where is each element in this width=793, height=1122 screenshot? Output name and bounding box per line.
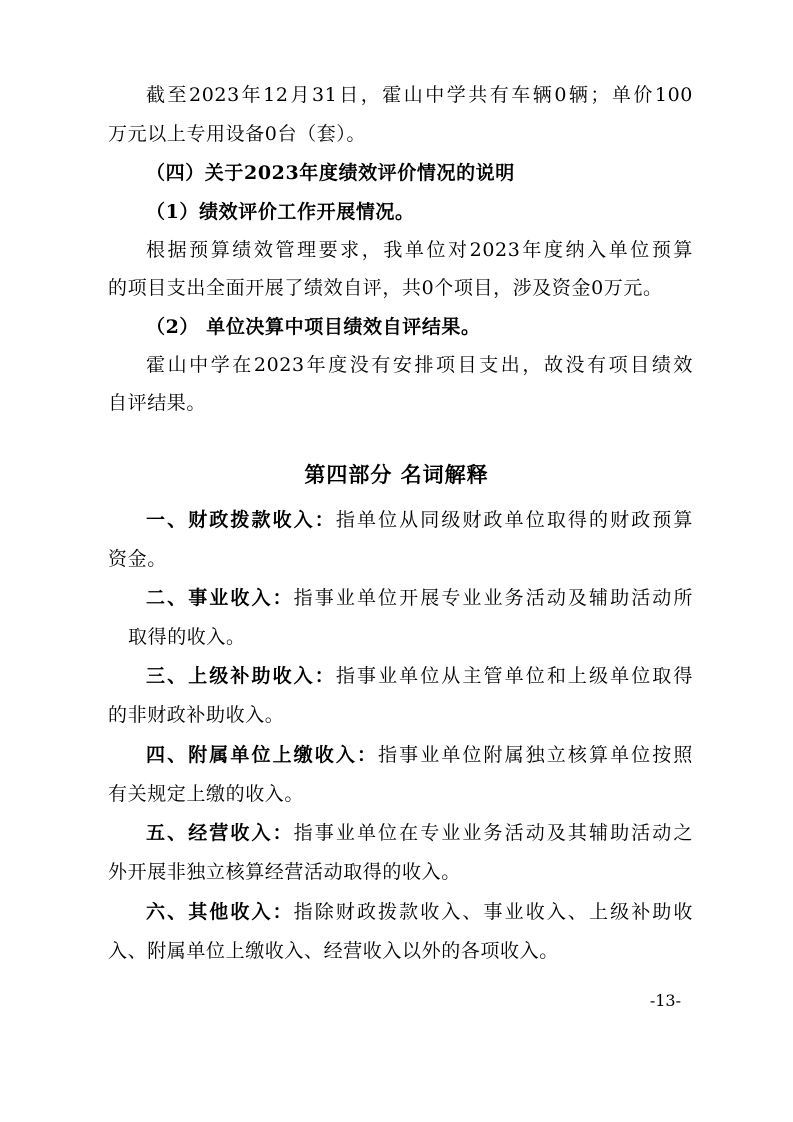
term-definition: 指除财政拨款收入、事业收入、上级补助收 <box>293 901 693 923</box>
term-business-income-line-2: 取得的收入。 <box>128 626 246 648</box>
term-affiliate-remittance-line-2: 有关规定上缴的收入。 <box>108 783 305 805</box>
term-definition: 指事业单位从主管单位和上级单位取得 <box>335 665 694 687</box>
subsection-2-title: （2） 单位决算中项目绩效自评结果。 <box>146 316 481 338</box>
term-label: 四、附属单位上缴收入： <box>146 744 379 766</box>
term-other-income-line-1 <box>146 897 693 927</box>
term-business-income-line-1 <box>146 583 693 613</box>
term-operating-income-line-1 <box>146 818 693 848</box>
term-operating-income-line-2: 外开展非独立核算经营活动取得的收入。 <box>108 861 461 883</box>
paragraph-result-line-2: 自评结果。 <box>108 392 207 414</box>
part-4-heading: 第四部分 名词解释 <box>304 463 489 487</box>
subsection-1-title: （1）绩效评价工作开展情况。 <box>146 201 415 223</box>
term-label: 五、经营收入： <box>146 822 294 844</box>
term-label: 二、事业收入： <box>146 587 294 609</box>
term-superior-subsidy-line-1 <box>146 661 693 691</box>
term-definition: 指单位从同级财政单位取得的财政预算 <box>335 509 694 531</box>
term-label: 三、上级补助收入： <box>146 665 336 687</box>
term-definition: 指事业单位开展专业业务活动及辅助活动所 <box>293 587 693 609</box>
paragraph-evaluation-line-2: 的项目支出全面开展了绩效自评，共0个项目，涉及资金0万元。 <box>108 277 663 299</box>
term-superior-subsidy-line-2: 的非财政补助收入。 <box>108 704 285 726</box>
paragraph-vehicles-line-2: 万元以上专用设备0台（套）。 <box>108 123 366 145</box>
term-financial-allocation-line-1 <box>146 505 693 535</box>
term-definition: 指事业单位附属独立核算单位按照 <box>378 744 693 766</box>
term-other-income-line-2: 入、附属单位上缴收入、经营收入以外的各项收入。 <box>108 940 559 962</box>
paragraph-evaluation-line-1: 根据预算绩效管理要求，我单位对2023年度纳入单位预算 <box>146 239 693 261</box>
term-definition: 指事业单位在专业业务活动及其辅助活动之 <box>293 822 693 844</box>
paragraph-vehicles-line-1: 截至2023年12月31日，霍山中学共有车辆0辆；单价100 <box>146 84 693 106</box>
term-affiliate-remittance-line-1 <box>146 740 693 770</box>
term-label: 一、财政拨款收入： <box>146 509 336 531</box>
paragraph-result-line-1: 霍山中学在2023年度没有安排项目支出，故没有项目绩效 <box>146 354 693 376</box>
page-number: -13- <box>649 991 681 1010</box>
term-label: 六、其他收入： <box>146 901 294 923</box>
section-4-title: （四）关于2023年度绩效评价情况的说明 <box>146 162 515 184</box>
term-financial-allocation-line-2: 资金。 <box>108 548 167 570</box>
